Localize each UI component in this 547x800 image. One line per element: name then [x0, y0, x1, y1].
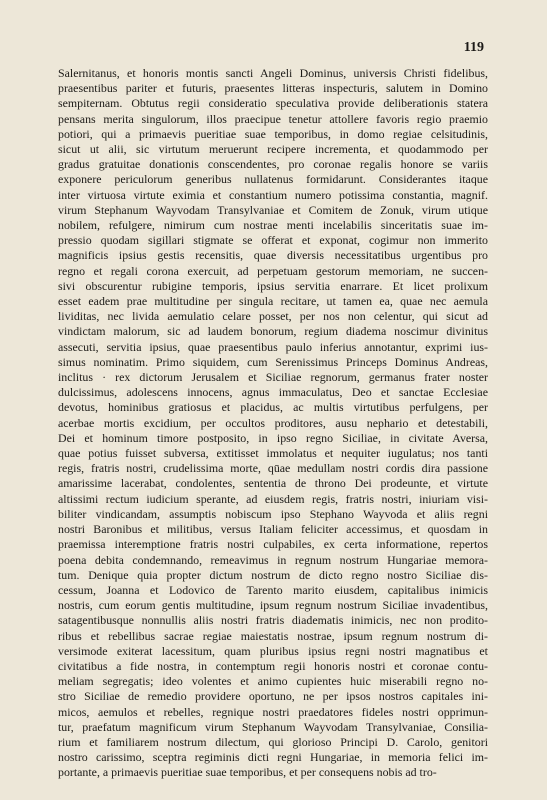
- text-line: praesentibus pariter et futuris, praesentes litteras inspecturis, salutem in Domino: [58, 81, 488, 96]
- text-line: sempiternam. Obtutus regii consideratio speculativa provide deliberationis statera: [58, 96, 488, 111]
- text-line: micos, aemulos et rebelles, regnique nostri praedatores fideles nostri opprimun-: [58, 704, 488, 719]
- text-line: portante, a primaevis pueritiae suae temporibus, et per consequens nobis ad tro-: [58, 765, 437, 780]
- text-line: cessum, Joanna et Lodovico de Tarento marito eiusdem, capitalibus inimicis: [58, 582, 488, 597]
- text-line: sicut ut alii, sic virtutum meruerunt recipere incrementa, et quodammodo per: [58, 142, 488, 157]
- text-line: exponere periculorum generibus nullatenus formidarunt. Considerantes itaque: [58, 172, 488, 187]
- text-line: versimode exiterat lacessitum, quam pluribus ipsius regni nostri magnatibus et: [58, 643, 488, 658]
- text-line: quae potius fuisset subversa, extitisset immolatus et nequiter iugulatus; nos tanti: [58, 446, 488, 461]
- text-line: poena debita condemnando, remeavimus in regnum nostrum Hungariae memora-: [58, 552, 488, 567]
- text-line: nostris, cum eorum gentis multitudine, ipsum regnum nostrum Siciliae invadentibus,: [58, 598, 488, 613]
- text-line: rium et familiarem nostrum dilectum, qui glorioso Principi D. Carolo, genitori: [58, 734, 488, 749]
- text-line: lividitas, nec livida aemulatio celare posset, per nos non celentur, qui sicut ad: [58, 309, 488, 324]
- text-line: potiori, qui a primaevis pueritiae suae temporibus, in domo regiae celsitudinis,: [58, 126, 488, 141]
- text-line: regis, fratris nostri, crudelissima morte, qūae medullam nostri cordis dira passione: [58, 461, 488, 476]
- text-line: esset eadem prae multitudine per singula recitare, ut tamen ea, quae nec aemula: [58, 294, 488, 309]
- text-line: sivi obscurentur rubigine temporis, ipsius servitia enarrare. Et licet prolixum: [58, 278, 488, 293]
- text-line: altissimi rectum iudicium sperante, ad eiusdem regis, fratris nostri, iniuriam visi-: [58, 491, 488, 506]
- text-line: gradus gratuitae donationis conscendentes, pro coronae regalis honore se variis: [58, 157, 488, 172]
- text-line: stro Siciliae de remedio providere oportuno, ne per ipsos nostros capitales ini-: [58, 689, 488, 704]
- text-line: devotus, hominibus gratiosus et placidus, ac multis virtutibus perfulgens, per: [58, 400, 488, 415]
- text-line: nostro carissimo, sceptra regiminis dicti regni Hungariae, in memoria felici im-: [58, 750, 488, 765]
- text-line: ribus et rebellibus sacrae regiae maiestatis nostrae, ipsum regnum nostrum di-: [58, 628, 488, 643]
- text-line: Salernitanus, et honoris montis sancti Angeli Dominus, universis Christi fidelibus,: [58, 66, 488, 80]
- text-line: biliter vindicandam, assumptis nobiscum ipso Stephano Wayvoda et aliis regni: [58, 506, 488, 521]
- text-line: acerbae mortis excidium, per occultos proditores, ausu nephario et detestabili,: [58, 415, 488, 430]
- text-line: vindictam malorum, sic ad laudem bonorum, regium diadema noscimur divinitus: [58, 324, 488, 339]
- text-line: tum. Denique quia propter dictum nostrum de dicto regno nostro Siciliae dis-: [58, 567, 488, 582]
- text-line: Dei et hominum timore postposito, in ipso regno Siciliae, in civitate Aversa,: [58, 430, 488, 445]
- page-number: 119: [463, 40, 484, 55]
- text-line: pensans merita singulorum, illos praecipue tenetur attollere favoris regio praemio: [58, 111, 488, 126]
- text-line: praemissa interemptione fratris nostri culpabiles, ex certa informatione, repertos: [58, 537, 488, 552]
- text-line: satagentibusque nonnullis aliis nostri fratris diadematis inimicis, nec non prodito-: [58, 613, 488, 628]
- text-line: dulcissimus, adolescens innocens, agnus immaculatus, Deo et sanctae Ecclesiae: [58, 385, 488, 400]
- text-line: meliam segregatis; ideo volentes et animo cupientes huic miserabili regno no-: [58, 674, 488, 689]
- text-line: inclitus · rex dictorum Jerusalem et Siciliae regnorum, germanus frater noster: [58, 370, 488, 385]
- text-line: pressio quodam sigillari stigmate se offerat et exponat, cogimur non immerito: [58, 233, 488, 248]
- text-line: regno et regali corona exercuit, ad perpetuam gestorum memoriam, ne succen-: [58, 263, 488, 278]
- text-line: simus nominatim. Primo siquidem, cum Serenissimus Princeps Dominus Andreas,: [58, 354, 488, 369]
- text-line: nostri Baronibus et militibus, versus Italiam feliciter accessimus, et quosdam in: [58, 522, 488, 537]
- text-line: nobilem, refulgere, nimirum cum nostrae menti incelabilis sinceritatis suae im-: [58, 218, 488, 233]
- text-line: magnificis ipsius gestis recensitis, quae diversis necessitatibus urgentibus pro: [58, 248, 488, 263]
- text-line: amarissime lacerabat, condolentes, sententia de throno Dei prodeunte, et virtute: [58, 476, 488, 491]
- text-line: assecuti, servitia ipsius, quae praesentibus paulo inferius annotantur, exprimi ius-: [58, 339, 488, 354]
- text-line: tur, praefatum magnificum virum Stephanum Wayvodam Transylvaniae, Consilia-: [58, 719, 488, 734]
- text-line: civitatibus a fide nostra, in contemptum regii honoris nostri et coronae contu-: [58, 658, 488, 673]
- text-line: virum Stephanum Wayvodam Transylvaniae et Comitem de Zonuk, virum utique: [58, 202, 488, 217]
- body-text: [58, 66, 488, 781]
- text-line: inter virtuosa virtute eximia et constantium numero potissima constantia, magnif.: [58, 187, 488, 202]
